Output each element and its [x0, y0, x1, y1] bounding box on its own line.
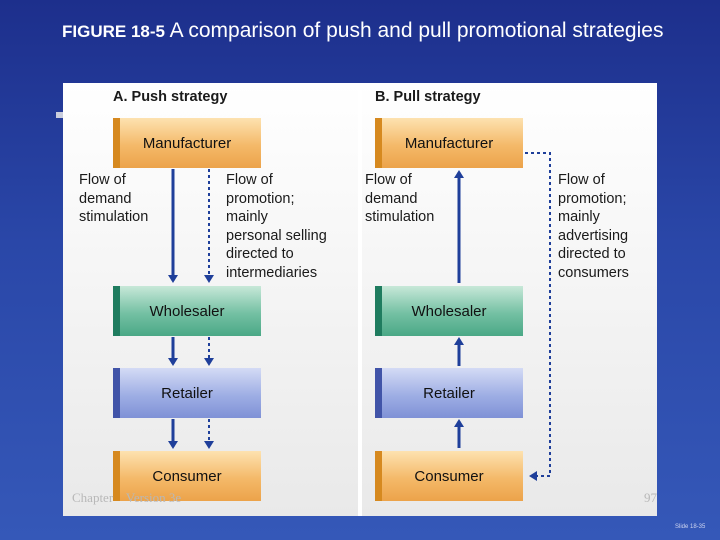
- push-demand-label: Flow of demand stimulation: [79, 172, 149, 225]
- pull-promotion-label: Flow of promotion; mainly advertising directed to consumers: [558, 172, 629, 281]
- figure-label: FIGURE 18-5: [62, 22, 165, 41]
- slide-title: [62, 16, 702, 46]
- push-manufacturer-label: Manufacturer: [142, 134, 232, 152]
- pull-demand-label: Flow of demand stimulation: [365, 172, 435, 225]
- figure-title-text: A comparison of push and pull promotional strategies: [169, 19, 664, 42]
- footer-page-number: 97: [644, 490, 657, 505]
- push-promotion-label: Flow of promotion; mainly personal selling directed to intermediaries: [226, 172, 327, 281]
- pull-consumer-label: Consumer: [414, 467, 484, 485]
- pull-retailer-label: Retailer: [423, 384, 475, 402]
- push-consumer-label: Consumer: [152, 467, 222, 485]
- flow-arrows: [63, 83, 657, 516]
- pull-manufacturer-label: Manufacturer: [404, 134, 494, 152]
- pull-wholesaler-label: Wholesaler: [411, 302, 487, 320]
- push-heading: A. Push strategy: [113, 89, 228, 105]
- pull-heading: B. Pull strategy: [375, 89, 481, 105]
- pull-promotion-route: [525, 153, 550, 476]
- push-wholesaler-label: Wholesaler: [149, 302, 225, 320]
- push-retailer-label: Retailer: [161, 384, 213, 402]
- figure-panel: [63, 83, 657, 516]
- slide-number: Slide 18-35: [675, 524, 706, 530]
- footer-chapter-version: Chapter Version 3e: [72, 490, 182, 505]
